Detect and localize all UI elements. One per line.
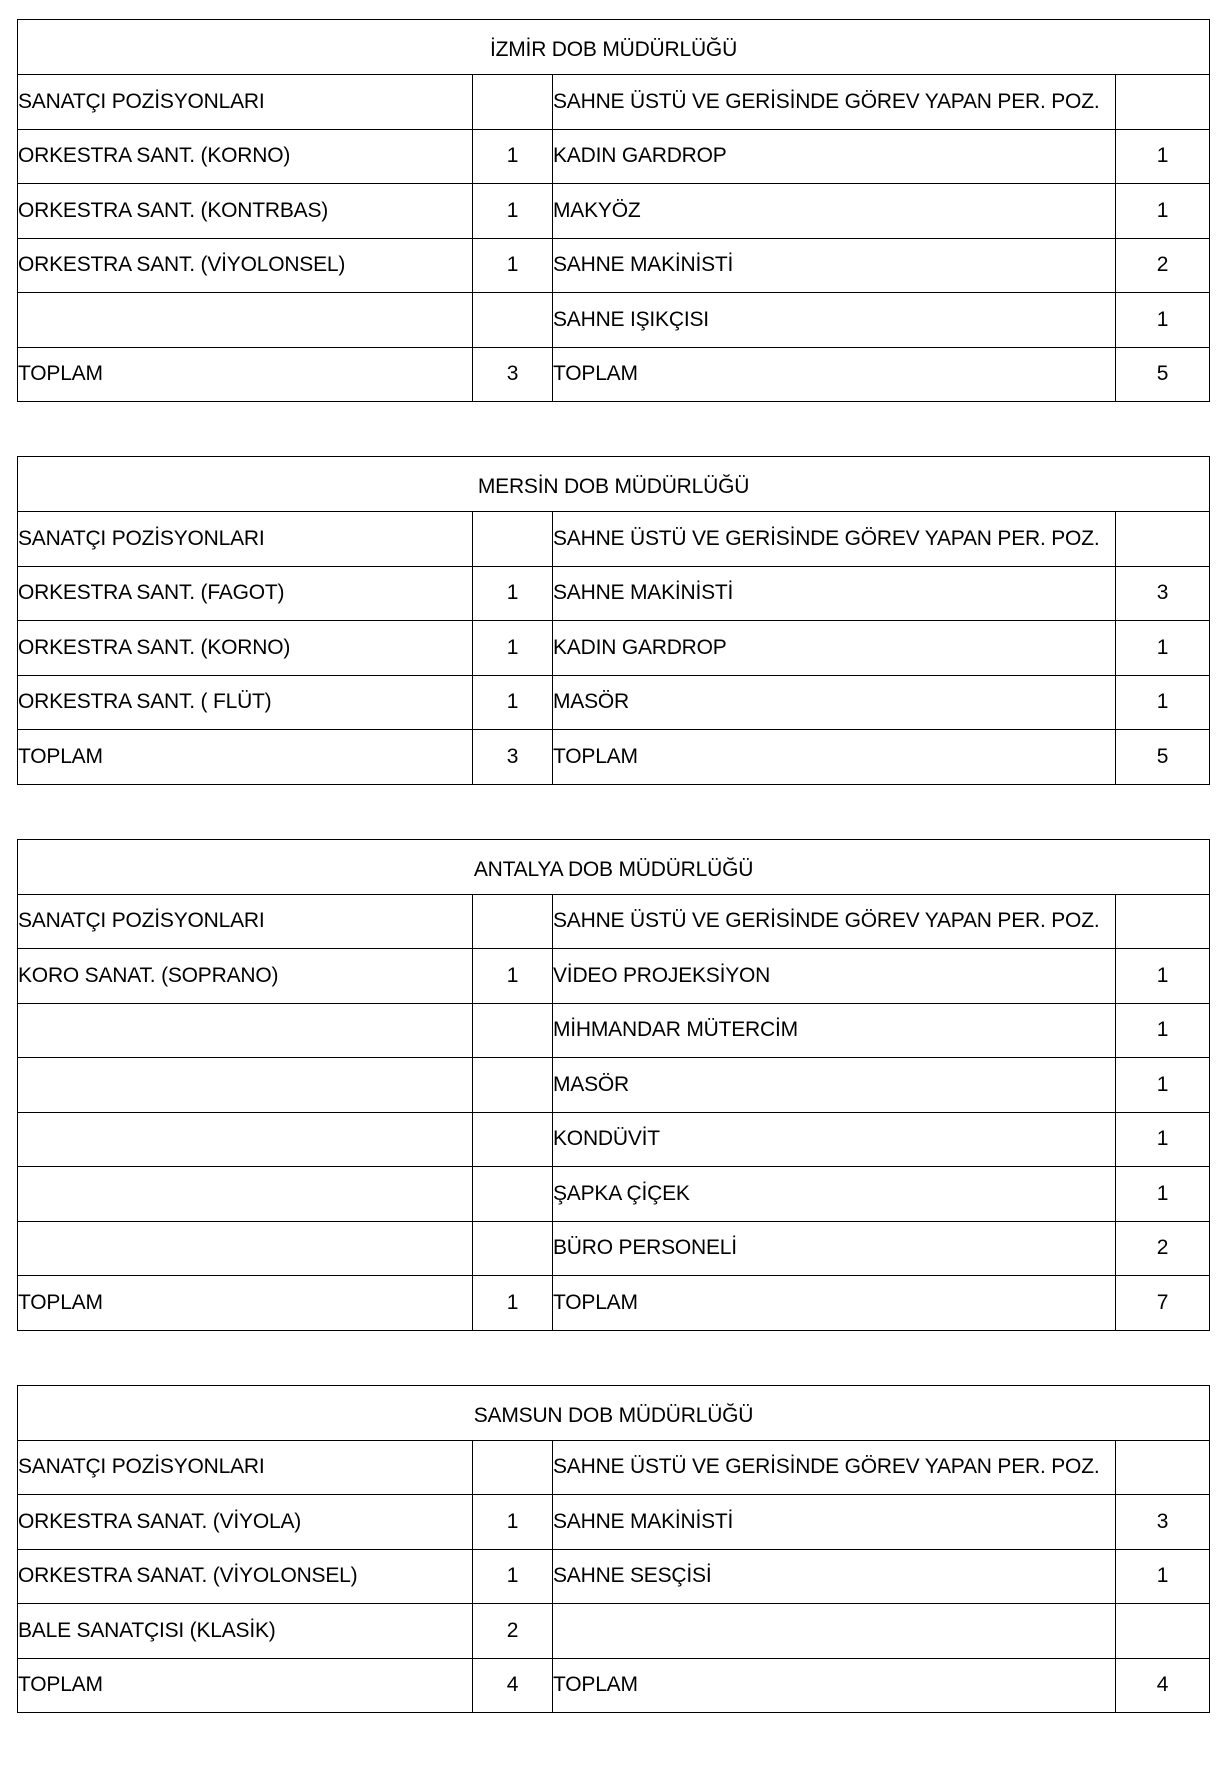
count-right-cell: 1 (1116, 621, 1210, 676)
count-left-cell: 1 (473, 675, 553, 730)
count-right-cell: 5 (1116, 730, 1210, 785)
position-right-cell: MASÖR (553, 1058, 1116, 1113)
position-right-cell: TOPLAM (553, 347, 1116, 402)
position-left-cell (18, 1221, 473, 1276)
table-header-row (18, 512, 1210, 567)
count-left-cell: 1 (473, 621, 553, 676)
count-right-cell: 1 (1116, 675, 1210, 730)
count-right-cell (1116, 1440, 1210, 1495)
position-right-cell: SAHNE ÜSTÜ VE GERİSİNDE GÖREV YAPAN PER. POZ. (553, 1440, 1116, 1495)
position-right-cell: ŞAPKA ÇİÇEK (553, 1167, 1116, 1222)
position-left-cell: TOPLAM (18, 347, 473, 402)
table-total-row (18, 347, 1210, 402)
table-total-row (18, 1658, 1210, 1713)
count-right-cell: 3 (1116, 566, 1210, 621)
position-left-cell: SANATÇI POZİSYONLARI (18, 512, 473, 567)
count-left-cell (473, 1003, 553, 1058)
position-left-cell: TOPLAM (18, 1658, 473, 1713)
count-left-cell: 3 (473, 730, 553, 785)
position-right-cell: SAHNE MAKİNİSTİ (553, 238, 1116, 293)
count-right-cell: 2 (1116, 1221, 1210, 1276)
position-left-cell (18, 1167, 473, 1222)
count-left-cell (473, 75, 553, 130)
staff-table (17, 19, 1210, 402)
table-row (18, 675, 1210, 730)
position-left-cell: TOPLAM (18, 1276, 473, 1331)
count-left-cell (473, 1167, 553, 1222)
position-left-cell (18, 1058, 473, 1113)
staff-table (17, 839, 1210, 1331)
count-left-cell (473, 1058, 553, 1113)
table-row (18, 566, 1210, 621)
count-right-cell: 3 (1116, 1495, 1210, 1550)
position-right-cell: SAHNE ÜSTÜ VE GERİSİNDE GÖREV YAPAN PER. POZ. (553, 75, 1116, 130)
count-left-cell (473, 1112, 553, 1167)
position-left-cell: ORKESTRA SANT. (KORNO) (18, 621, 473, 676)
position-right-cell: SAHNE IŞIKÇISI (553, 293, 1116, 348)
position-left-cell: TOPLAM (18, 730, 473, 785)
count-right-cell: 1 (1116, 184, 1210, 239)
position-right-cell: TOPLAM (553, 1658, 1116, 1713)
count-left-cell (473, 1440, 553, 1495)
table-row (18, 1549, 1210, 1604)
position-left-cell: SANATÇI POZİSYONLARI (18, 1440, 473, 1495)
table-title: MERSİN DOB MÜDÜRLÜĞÜ (18, 457, 1210, 512)
table-row (18, 1112, 1210, 1167)
count-right-cell: 7 (1116, 1276, 1210, 1331)
position-right-cell: MASÖR (553, 675, 1116, 730)
count-left-cell (473, 512, 553, 567)
position-right-cell: KONDÜVİT (553, 1112, 1116, 1167)
count-right-cell (1116, 75, 1210, 130)
table-title-row (18, 20, 1210, 75)
table-title: İZMİR DOB MÜDÜRLÜĞÜ (18, 20, 1210, 75)
position-left-cell: KORO SANAT. (SOPRANO) (18, 949, 473, 1004)
position-left-cell (18, 1112, 473, 1167)
position-right-cell (553, 1604, 1116, 1659)
table-total-row (18, 730, 1210, 785)
position-right-cell: TOPLAM (553, 1276, 1116, 1331)
count-right-cell: 1 (1116, 129, 1210, 184)
position-right-cell: VİDEO PROJEKSİYON (553, 949, 1116, 1004)
position-right-cell: KADIN GARDROP (553, 129, 1116, 184)
count-left-cell: 1 (473, 129, 553, 184)
table-title: ANTALYA DOB MÜDÜRLÜĞÜ (18, 839, 1210, 894)
table-total-row (18, 1276, 1210, 1331)
position-right-cell: SAHNE MAKİNİSTİ (553, 1495, 1116, 1550)
position-left-cell: ORKESTRA SANT. (FAGOT) (18, 566, 473, 621)
position-left-cell: BALE SANATÇISI (KLASİK) (18, 1604, 473, 1659)
position-left-cell: SANATÇI POZİSYONLARI (18, 894, 473, 949)
table-title-row (18, 1385, 1210, 1440)
count-left-cell: 1 (473, 1549, 553, 1604)
count-right-cell (1116, 512, 1210, 567)
count-right-cell: 1 (1116, 1112, 1210, 1167)
position-left-cell: ORKESTRA SANT. (KONTRBAS) (18, 184, 473, 239)
count-right-cell: 1 (1116, 1058, 1210, 1113)
position-right-cell: SAHNE SESÇİSİ (553, 1549, 1116, 1604)
table-row (18, 293, 1210, 348)
table-header-row (18, 894, 1210, 949)
table-title: SAMSUN DOB MÜDÜRLÜĞÜ (18, 1385, 1210, 1440)
table-title-row (18, 457, 1210, 512)
count-right-cell: 1 (1116, 949, 1210, 1004)
position-left-cell: ORKESTRA SANT. ( FLÜT) (18, 675, 473, 730)
table-row (18, 1495, 1210, 1550)
staff-table (17, 456, 1210, 785)
count-right-cell: 2 (1116, 238, 1210, 293)
position-right-cell: KADIN GARDROP (553, 621, 1116, 676)
table-row (18, 129, 1210, 184)
tables-container (17, 19, 1209, 1767)
table-row (18, 1221, 1210, 1276)
table-row (18, 1003, 1210, 1058)
position-left-cell (18, 1003, 473, 1058)
table-row (18, 1167, 1210, 1222)
position-right-cell: TOPLAM (553, 730, 1116, 785)
staff-table (17, 1385, 1210, 1714)
position-left-cell: ORKESTRA SANT. (VİYOLONSEL) (18, 238, 473, 293)
table-title-row (18, 839, 1210, 894)
count-left-cell (473, 1221, 553, 1276)
count-right-cell: 1 (1116, 293, 1210, 348)
count-left-cell: 2 (473, 1604, 553, 1659)
table-row (18, 621, 1210, 676)
count-left-cell: 4 (473, 1658, 553, 1713)
table-row (18, 184, 1210, 239)
count-left-cell: 1 (473, 1495, 553, 1550)
position-left-cell (18, 293, 473, 348)
count-left-cell (473, 894, 553, 949)
count-right-cell: 4 (1116, 1658, 1210, 1713)
count-right-cell (1116, 894, 1210, 949)
table-row (18, 949, 1210, 1004)
count-right-cell: 5 (1116, 347, 1210, 402)
count-right-cell: 1 (1116, 1167, 1210, 1222)
count-left-cell: 1 (473, 238, 553, 293)
table-row (18, 1604, 1210, 1659)
count-left-cell: 1 (473, 184, 553, 239)
position-left-cell: ORKESTRA SANAT. (VİYOLA) (18, 1495, 473, 1550)
count-right-cell (1116, 1604, 1210, 1659)
count-right-cell: 1 (1116, 1003, 1210, 1058)
table-row (18, 1058, 1210, 1113)
position-left-cell: ORKESTRA SANT. (KORNO) (18, 129, 473, 184)
position-right-cell: MAKYÖZ (553, 184, 1116, 239)
position-right-cell: BÜRO PERSONELİ (553, 1221, 1116, 1276)
position-right-cell: MİHMANDAR MÜTERCİM (553, 1003, 1116, 1058)
position-right-cell: SAHNE ÜSTÜ VE GERİSİNDE GÖREV YAPAN PER. POZ. (553, 894, 1116, 949)
table-header-row (18, 75, 1210, 130)
position-right-cell: SAHNE ÜSTÜ VE GERİSİNDE GÖREV YAPAN PER. POZ. (553, 512, 1116, 567)
count-right-cell: 1 (1116, 1549, 1210, 1604)
count-left-cell: 1 (473, 566, 553, 621)
table-row (18, 238, 1210, 293)
count-left-cell: 1 (473, 1276, 553, 1331)
position-left-cell: SANATÇI POZİSYONLARI (18, 75, 473, 130)
table-header-row (18, 1440, 1210, 1495)
count-left-cell: 3 (473, 347, 553, 402)
count-left-cell: 1 (473, 949, 553, 1004)
position-left-cell: ORKESTRA SANAT. (VİYOLONSEL) (18, 1549, 473, 1604)
position-right-cell: SAHNE MAKİNİSTİ (553, 566, 1116, 621)
count-left-cell (473, 293, 553, 348)
